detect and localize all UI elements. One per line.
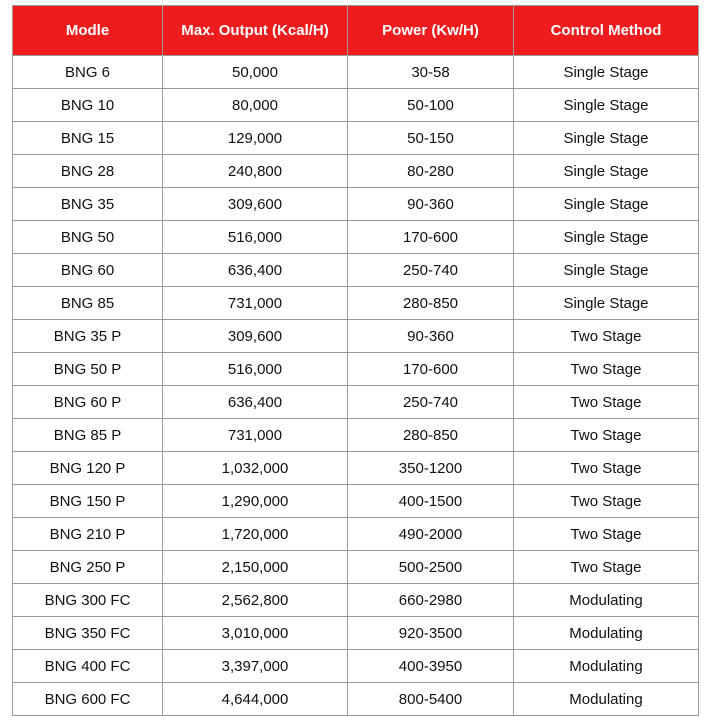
cell-max-output: 4,644,000 (163, 683, 348, 716)
cell-model: BNG 60 (13, 254, 163, 287)
cell-control-method: Single Stage (514, 287, 699, 320)
cell-power: 280-850 (348, 287, 514, 320)
specs-table-container (12, 5, 698, 716)
cell-control-method: Two Stage (514, 419, 699, 452)
cell-max-output: 129,000 (163, 122, 348, 155)
cell-max-output: 636,400 (163, 254, 348, 287)
cell-power: 30-58 (348, 56, 514, 89)
cell-model: BNG 350 FC (13, 617, 163, 650)
cell-model: BNG 250 P (13, 551, 163, 584)
cell-power: 80-280 (348, 155, 514, 188)
table-row (13, 650, 699, 683)
cell-control-method: Single Stage (514, 122, 699, 155)
table-row (13, 419, 699, 452)
table-row (13, 287, 699, 320)
cell-control-method: Single Stage (514, 155, 699, 188)
cell-model: BNG 50 P (13, 353, 163, 386)
cell-max-output: 3,010,000 (163, 617, 348, 650)
table-header (13, 6, 699, 56)
table-row (13, 485, 699, 518)
table-row (13, 353, 699, 386)
cell-power: 660-2980 (348, 584, 514, 617)
cell-control-method: Two Stage (514, 485, 699, 518)
cell-model: BNG 210 P (13, 518, 163, 551)
cell-model: BNG 28 (13, 155, 163, 188)
cell-control-method: Two Stage (514, 320, 699, 353)
cell-max-output: 731,000 (163, 287, 348, 320)
table-body (13, 56, 699, 716)
cell-max-output: 2,150,000 (163, 551, 348, 584)
cell-control-method: Two Stage (514, 518, 699, 551)
cell-control-method: Two Stage (514, 353, 699, 386)
cell-power: 400-3950 (348, 650, 514, 683)
cell-power: 170-600 (348, 221, 514, 254)
cell-max-output: 731,000 (163, 419, 348, 452)
table-row (13, 89, 699, 122)
cell-max-output: 3,397,000 (163, 650, 348, 683)
cell-model: BNG 85 P (13, 419, 163, 452)
cell-max-output: 240,800 (163, 155, 348, 188)
table-row (13, 386, 699, 419)
cell-max-output: 309,600 (163, 320, 348, 353)
cell-model: BNG 50 (13, 221, 163, 254)
cell-power: 250-740 (348, 254, 514, 287)
cell-control-method: Two Stage (514, 452, 699, 485)
table-row (13, 584, 699, 617)
cell-model: BNG 6 (13, 56, 163, 89)
table-row (13, 320, 699, 353)
table-row (13, 221, 699, 254)
cell-power: 50-150 (348, 122, 514, 155)
cell-model: BNG 400 FC (13, 650, 163, 683)
table-row (13, 155, 699, 188)
cell-power: 400-1500 (348, 485, 514, 518)
cell-power: 250-740 (348, 386, 514, 419)
burner-specs-table (12, 5, 699, 716)
cell-power: 800-5400 (348, 683, 514, 716)
cell-power: 90-360 (348, 188, 514, 221)
table-row (13, 551, 699, 584)
cell-control-method: Modulating (514, 650, 699, 683)
cell-model: BNG 60 P (13, 386, 163, 419)
table-row (13, 617, 699, 650)
cell-control-method: Modulating (514, 617, 699, 650)
table-row (13, 518, 699, 551)
cell-max-output: 50,000 (163, 56, 348, 89)
column-header-model: Modle (13, 6, 163, 56)
cell-max-output: 1,032,000 (163, 452, 348, 485)
cell-max-output: 516,000 (163, 353, 348, 386)
header-row (13, 6, 699, 56)
cell-control-method: Two Stage (514, 551, 699, 584)
cell-max-output: 80,000 (163, 89, 348, 122)
cell-control-method: Single Stage (514, 56, 699, 89)
table-row (13, 254, 699, 287)
cell-model: BNG 600 FC (13, 683, 163, 716)
column-header-control-method: Control Method (514, 6, 699, 56)
cell-model: BNG 35 (13, 188, 163, 221)
column-header-max-output: Max. Output (Kcal/H) (163, 6, 348, 56)
cell-max-output: 1,720,000 (163, 518, 348, 551)
table-row (13, 452, 699, 485)
cell-power: 920-3500 (348, 617, 514, 650)
cell-max-output: 309,600 (163, 188, 348, 221)
cell-model: BNG 150 P (13, 485, 163, 518)
cell-control-method: Modulating (514, 683, 699, 716)
cell-max-output: 2,562,800 (163, 584, 348, 617)
cell-model: BNG 10 (13, 89, 163, 122)
cell-max-output: 516,000 (163, 221, 348, 254)
cell-max-output: 1,290,000 (163, 485, 348, 518)
table-row (13, 683, 699, 716)
cell-max-output: 636,400 (163, 386, 348, 419)
cell-control-method: Modulating (514, 584, 699, 617)
cell-power: 50-100 (348, 89, 514, 122)
table-row (13, 188, 699, 221)
cell-control-method: Single Stage (514, 221, 699, 254)
table-row (13, 56, 699, 89)
table-row (13, 122, 699, 155)
cell-model: BNG 120 P (13, 452, 163, 485)
cell-power: 350-1200 (348, 452, 514, 485)
cell-power: 90-360 (348, 320, 514, 353)
cell-control-method: Two Stage (514, 386, 699, 419)
cell-control-method: Single Stage (514, 89, 699, 122)
column-header-power: Power (Kw/H) (348, 6, 514, 56)
cell-model: BNG 35 P (13, 320, 163, 353)
cell-power: 500-2500 (348, 551, 514, 584)
cell-model: BNG 15 (13, 122, 163, 155)
cell-model: BNG 85 (13, 287, 163, 320)
cell-model: BNG 300 FC (13, 584, 163, 617)
cell-control-method: Single Stage (514, 254, 699, 287)
cell-power: 280-850 (348, 419, 514, 452)
cell-control-method: Single Stage (514, 188, 699, 221)
cell-power: 490-2000 (348, 518, 514, 551)
cell-power: 170-600 (348, 353, 514, 386)
